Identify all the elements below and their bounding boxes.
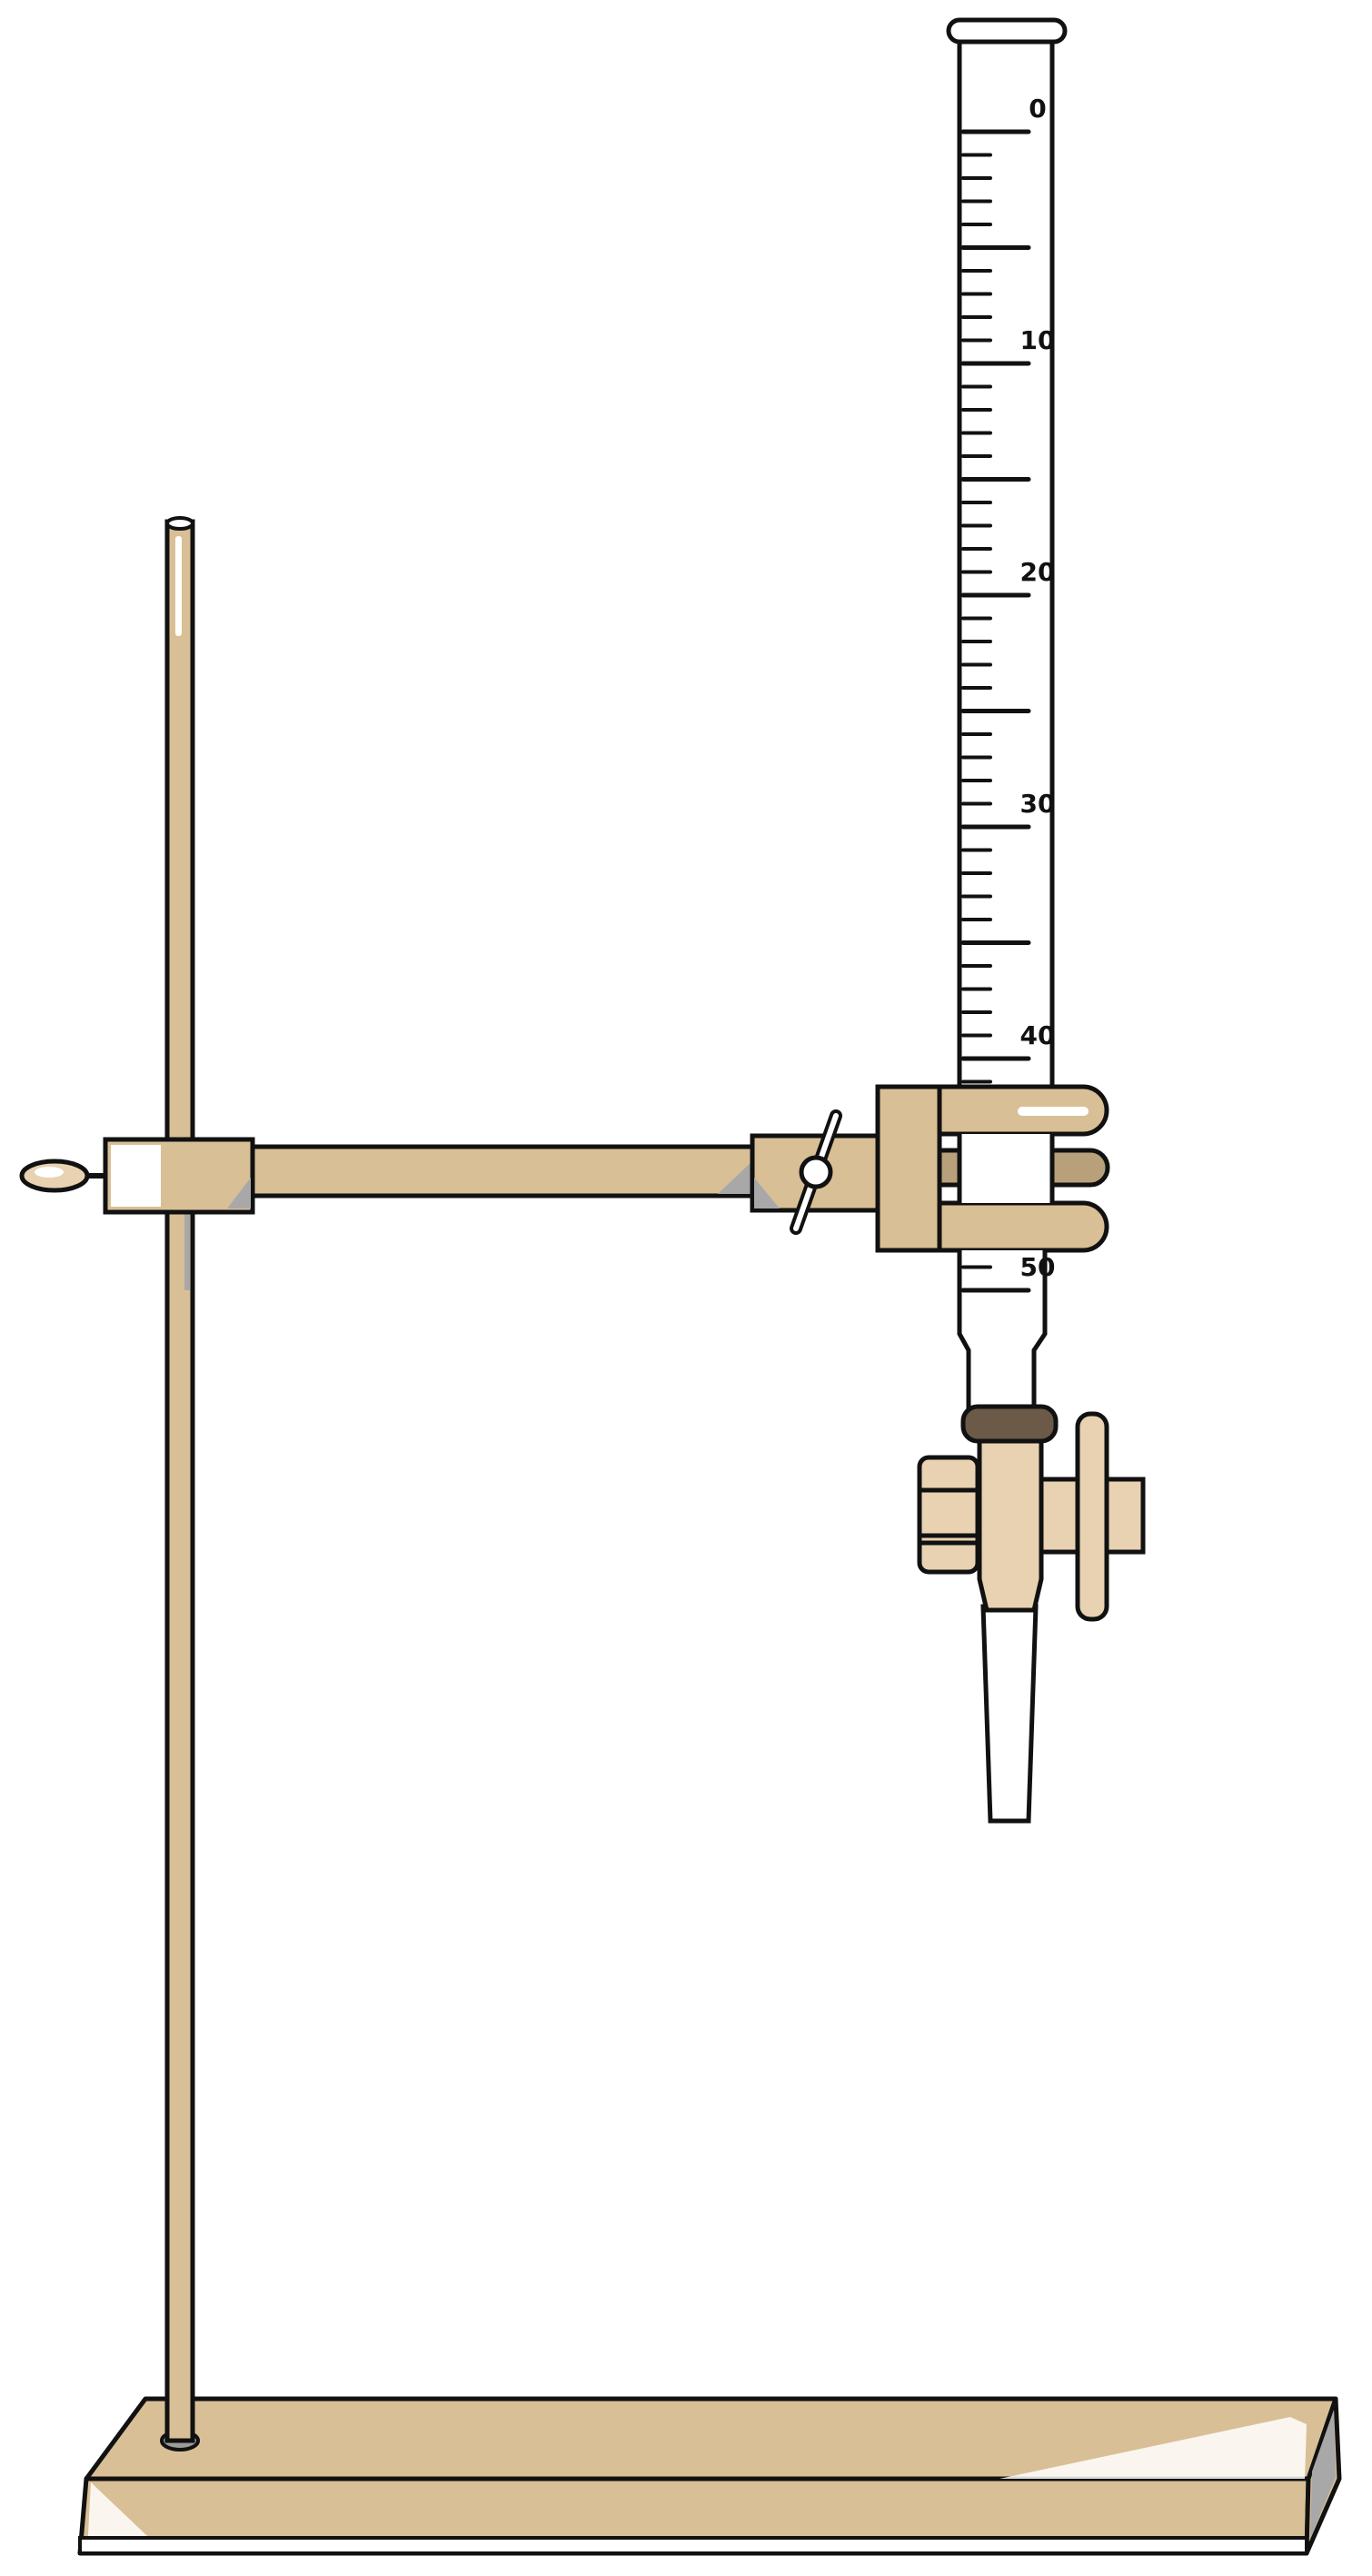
burette-tube-in-jaw	[959, 1134, 1052, 1203]
rod-shadow	[184, 1208, 190, 1290]
stopcock-handle-mid	[1080, 1481, 1104, 1550]
support-rod	[167, 518, 193, 2441]
stand-base	[80, 2399, 1339, 2553]
stopcock-ring	[963, 1407, 1056, 1441]
scale-label-50: 50	[1019, 1252, 1056, 1282]
burette-tip	[983, 1606, 1036, 1821]
rod-top-cap	[167, 518, 193, 529]
clamp-jaw-frame	[878, 1087, 940, 1250]
scale-label-40: 40	[1019, 1020, 1056, 1050]
scale-label-0: 0	[1029, 94, 1047, 124]
burette-rim	[949, 20, 1065, 42]
scale-label-10: 10	[1019, 325, 1056, 355]
scale-label-20: 20	[1019, 557, 1056, 587]
stopcock	[920, 1407, 1143, 1821]
scale-label-30: 30	[1019, 789, 1056, 819]
bosshead-knob-shine	[35, 1167, 64, 1178]
stopcock-nut	[920, 1457, 978, 1572]
arm-bar	[251, 1147, 756, 1196]
bosshead	[22, 1139, 253, 1212]
stopcock-body	[979, 1436, 1041, 1610]
base-bottom-strip	[80, 2538, 1307, 2553]
rod-highlight	[175, 536, 182, 636]
rod-body	[167, 522, 193, 2441]
clamp-arm	[251, 1147, 756, 1196]
bosshead-highlight	[111, 1145, 161, 1207]
clamp-top-prong-shine	[1018, 1107, 1089, 1116]
wing-screw-hub	[801, 1158, 830, 1187]
